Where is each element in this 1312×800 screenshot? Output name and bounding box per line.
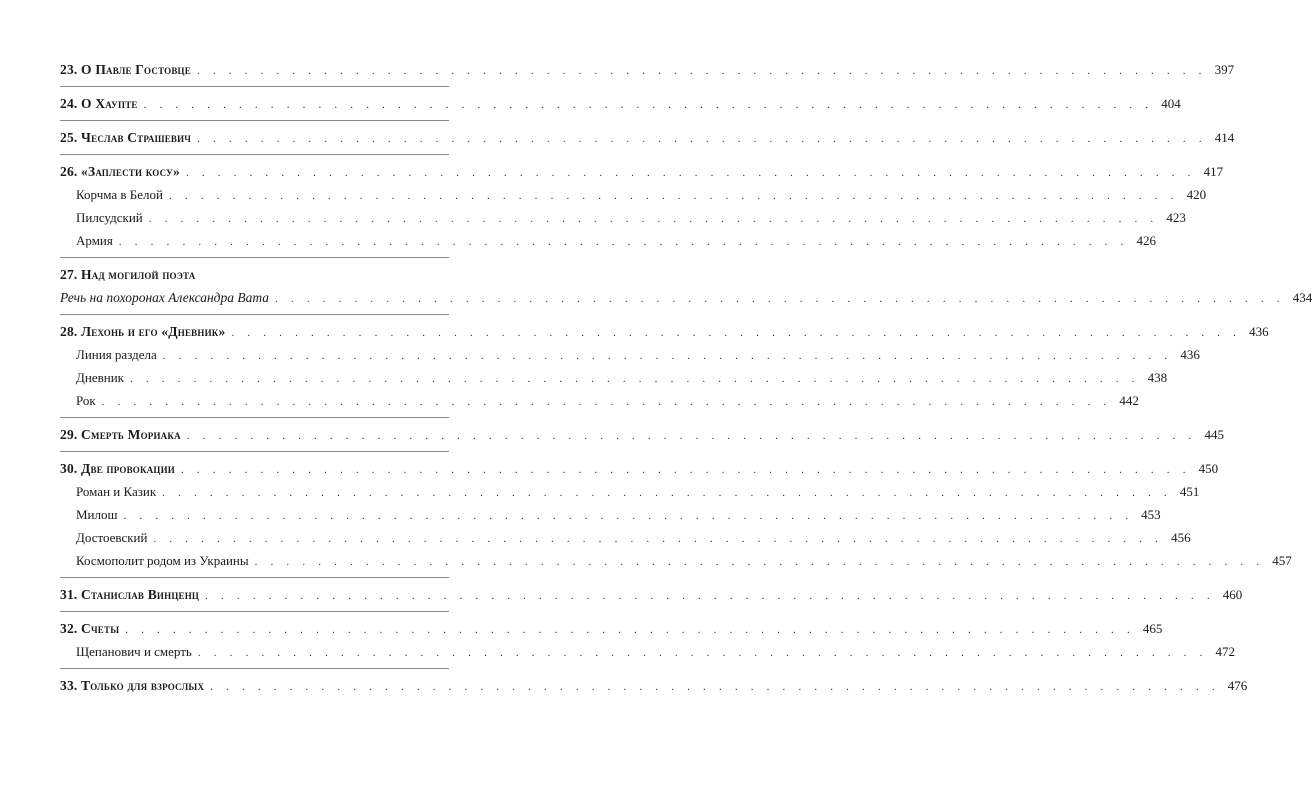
chapter-row[interactable] [60,126,1235,149]
chapter-row-title: 24. О Хаупте [60,92,144,115]
chapter-row[interactable] [60,320,1269,343]
dot-leader: . . . . . . . . . . . . . . . . . . . . . . . . . . . . . . . . . . . . . . . . . . . . . . . . . . . . . . . . . . . . . . . . [168,190,1179,202]
section-row-page-number: 436 [1180,347,1200,362]
section-row[interactable] [60,389,1139,412]
section-row-page-number: 426 [1136,233,1157,248]
section-row-page-number: 423 [1166,210,1186,225]
chapter-row[interactable] [60,583,1243,606]
section-row-page-number: 457 [1272,553,1292,568]
chapter-row[interactable] [60,160,1224,183]
dot-leader: . . . . . . . . . . . . . . . . . . . . . . . . . . . . . . . . . . . . . . . . . . . . . . . . . . . . . . . . . . . . . . . . [254,556,1265,568]
chapter-row[interactable] [60,423,1224,446]
chapter-row-title: 27. Над могилой поэта [60,263,201,286]
section-row-page-number: 438 [1147,370,1168,385]
section-row-title: Дневник [60,366,130,389]
dot-leader: . . . . . . . . . . . . . . . . . . . . . . . . . . . . . . . . . . . . . . . . . . . . . . . . . . . . . . . . . . . . . . . . [205,590,1215,602]
toc-entry [60,126,1235,149]
divider-line [60,611,449,612]
dot-leader: . . . . . . . . . . . . . . . . . . . . . . . . . . . . . . . . . . . . . . . . . . . . . . . . . . . . . . . . . . . . . . . . [197,647,1208,659]
chapter-row-page-number: 476 [1227,678,1248,693]
dot-leader: . . . . . . . . . . . . . . . . . . . . . . . . . . . . . . . . . . . . . . . . . . . . . . . . . . . . . . . . . . . . . . . . [143,99,1154,111]
section-row[interactable] [60,549,1292,572]
dot-leader: . . . . . . . . . . . . . . . . . . . . . . . . . . . . . . . . . . . . . . . . . . . . . . . . . . . . . . . . . . . . . . . . [101,396,1112,408]
chapter-row-page-number: 414 [1214,130,1235,145]
dot-leader: . . . . . . . . . . . . . . . . . . . . . . . . . . . . . . . . . . . . . . . . . . . . . . . . . . . . . . . . . . . . . . . . [125,624,1135,636]
chapter-row-page-number: 417 [1203,164,1224,179]
section-row-page-number: 451 [1179,484,1200,499]
chapter-row-title: 23. О Павле Гостовце [60,58,197,81]
toc-entry [60,617,1236,663]
section-row-title: Армия [60,229,119,252]
section-row-title: Роман и Казик [60,480,162,503]
section-row-title: Щепанович и смерть [60,640,198,663]
section-row[interactable] [60,640,1236,663]
section-row[interactable] [60,526,1191,549]
toc-entry [60,320,1269,412]
divider-line [60,451,449,452]
chapter-subtitle-row[interactable] [60,286,1312,309]
divider-line [60,577,449,578]
section-row-title: Космополит родом из Украины [60,549,255,572]
chapter-row-page-number: 460 [1222,587,1243,602]
section-row-title: Рок [60,389,102,412]
dot-leader: . . . . . . . . . . . . . . . . . . . . . . . . . . . . . . . . . . . . . . . . . . . . . . . . . . . . . . . . . . . . . . . . [148,213,1159,225]
dot-leader: . . . . . . . . . . . . . . . . . . . . . . . . . . . . . . . . . . . . . . . . . . . . . . . . . . . . . . . . . . . . . . . . [185,167,1196,179]
divider-line [60,257,449,258]
dot-leader: . . . . . . . . . . . . . . . . . . . . . . . . . . . . . . . . . . . . . . . . . . . . . . . . . . . . . . . . . . . . . . . . [197,133,1207,145]
toc-entry [60,583,1243,606]
chapter-row-title: 30. Две провокации [60,457,181,480]
chapter-row-title: 25. Чеслав Страшевич [60,126,197,149]
section-row[interactable] [60,183,1207,206]
toc-entry [60,674,1248,697]
chapter-subtitle-row-page-number: 434 [1292,290,1312,305]
section-row[interactable] [60,343,1200,366]
section-row-page-number: 472 [1215,644,1236,659]
divider-line [60,154,449,155]
section-row-page-number: 442 [1119,393,1139,408]
chapter-row-page-number: 450 [1198,461,1219,476]
chapter-row[interactable] [60,58,1235,81]
toc-entry [60,423,1224,446]
section-row[interactable] [60,503,1161,526]
divider-line [60,120,449,121]
chapter-row-title: 31. Станислав Винценц [60,583,205,606]
dot-leader: . . . . . . . . . . . . . . . . . . . . . . . . . . . . . . . . . . . . . . . . . . . . . . . . . . . . . . . . . . . . . . . . [275,293,1285,305]
dot-leader: . . . . . . . . . . . . . . . . . . . . . . . . . . . . . . . . . . . . . . . . . . . . . . . . . . . . . . . . . . . . . . . . [162,350,1173,362]
toc-entry [60,457,1292,572]
dot-leader: . . . . . . . . . . . . . . . . . . . . . . . . . . . . . . . . . . . . . . . . . . . . . . . . . . . . . . . . . . . . . . . . [162,487,1172,499]
section-row[interactable] [60,366,1168,389]
section-row[interactable] [60,229,1157,252]
section-row-page-number: 453 [1141,507,1161,522]
dot-leader: . . . . . . . . . . . . . . . . . . . . . . . . . . . . . . . . . . . . . . . . . . . . . . . . . . . . . . . . . . . . . . . . [196,65,1207,77]
chapter-row-title: 32. Счеты [60,617,125,640]
chapter-row-page-number: 397 [1214,62,1235,77]
toc-entry [60,263,1312,309]
chapter-row-page-number: 404 [1161,96,1181,111]
toc-entry [60,58,1235,81]
section-row-title: Корчма в Белой [60,183,169,206]
section-row-title: Милош [60,503,124,526]
chapter-row-page-number: 436 [1249,324,1269,339]
section-row-page-number: 420 [1186,187,1207,202]
dot-leader: . . . . . . . . . . . . . . . . . . . . . . . . . . . . . . . . . . . . . . . . . . . . . . . . . . . . . . . . . . . . . . . . [231,327,1242,339]
dot-leader: . . . . . . . . . . . . . . . . . . . . . . . . . . . . . . . . . . . . . . . . . . . . . . . . . . . . . . . . . . . . . . . . [118,236,1129,248]
chapter-row[interactable] [60,617,1163,640]
chapter-subtitle-row-title: Речь на похоронах Александра Вата [60,286,275,309]
dot-leader: . . . . . . . . . . . . . . . . . . . . . . . . . . . . . . . . . . . . . . . . . . . . . . . . . . . . . . . . . . . . . . . . [153,533,1164,545]
chapter-row-page-number: 445 [1204,427,1224,442]
chapter-row-title: 26. «Заплести косу» [60,160,186,183]
chapter-row[interactable] [60,92,1181,115]
chapter-row[interactable] [60,263,449,286]
section-row-title: Достоевский [60,526,153,549]
chapter-row-title: 33. Только для взрослых [60,674,210,697]
divider-line [60,417,449,418]
dot-leader: . . . . . . . . . . . . . . . . . . . . . . . . . . . . . . . . . . . . . . . . . . . . . . . . . . . . . . . . . . . . . . . . [123,510,1134,522]
divider-line [60,86,449,87]
section-row[interactable] [60,480,1200,503]
divider-line [60,668,449,669]
section-row-title: Линия раздела [60,343,163,366]
toc-entry [60,160,1224,252]
chapter-row[interactable] [60,457,1219,480]
dot-leader: . . . . . . . . . . . . . . . . . . . . . . . . . . . . . . . . . . . . . . . . . . . . . . . . . . . . . . . . . . . . . . . . [181,464,1191,476]
dot-leader: . . . . . . . . . . . . . . . . . . . . . . . . . . . . . . . . . . . . . . . . . . . . . . . . . . . . . . . . . . . . . . . . [186,430,1197,442]
divider-line [60,314,449,315]
section-row-page-number: 456 [1171,530,1191,545]
table-of-contents [60,58,1312,697]
toc-entry [60,92,1181,115]
dot-leader: . . . . . . . . . . . . . . . . . . . . . . . . . . . . . . . . . . . . . . . . . . . . . . . . . . . . . . . . . . . . . . . . [210,681,1220,693]
section-row[interactable] [60,206,1186,229]
chapter-row-title: 28. Лехонь и его «Дневник» [60,320,231,343]
dot-leader: . . . . . . . . . . . . . . . . . . . . . . . . . . . . . . . . . . . . . . . . . . . . . . . . . . . . . . . . . . . . . . . . [129,373,1140,385]
chapter-row[interactable] [60,674,1248,697]
chapter-row-page-number: 465 [1142,621,1163,636]
chapter-row-title: 29. Смерть Мориака [60,423,187,446]
section-row-title: Пилсудский [60,206,149,229]
